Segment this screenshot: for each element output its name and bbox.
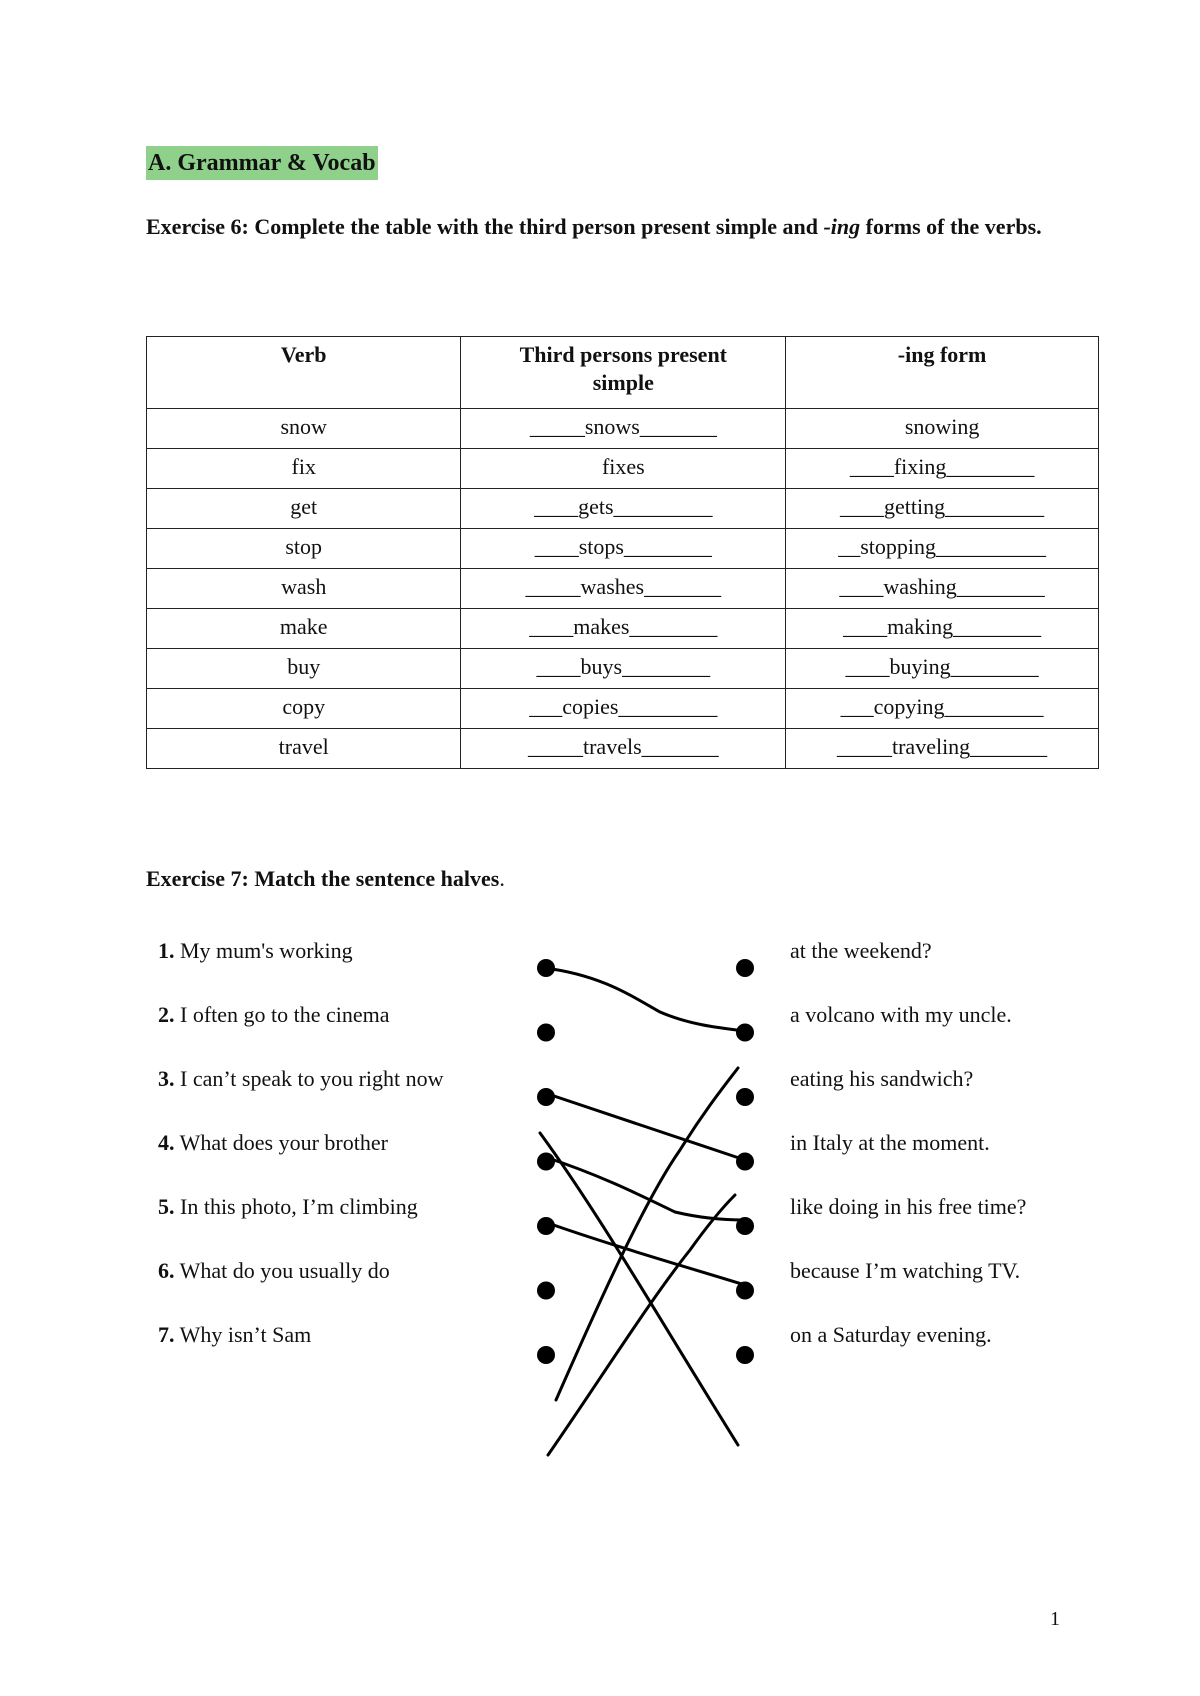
sentence-ending-item: because I’m watching TV.: [790, 1258, 1021, 1283]
exercise-6-title-prefix: Exercise 6: Complete the table with the third person present simple and: [146, 214, 824, 239]
cell-ing-form: __stopping__________: [786, 529, 1099, 569]
cell-third-person: _____travels_______: [461, 729, 786, 769]
cell-verb: get: [147, 489, 461, 529]
cell-third-person: ____stops________: [461, 529, 786, 569]
exercise-7-title-end: .: [499, 866, 505, 891]
sentence-ending-item: eating his sandwich?: [790, 1066, 974, 1091]
page-number: 1: [1050, 1608, 1060, 1630]
cell-third-person: fixes: [461, 449, 786, 489]
cell-verb: travel: [147, 729, 461, 769]
sentence-ending-item: in Italy at the moment.: [790, 1130, 990, 1155]
exercise-6-title-italic: -ing: [823, 214, 861, 239]
header-verb: Verb: [147, 337, 461, 409]
sentence-ending-item: a volcano with my uncle.: [790, 1002, 1012, 1027]
item-text: Why isn’t Sam: [174, 1322, 312, 1347]
cell-ing-form: ____buying________: [786, 649, 1099, 689]
cell-third-person: _____washes_______: [461, 569, 786, 609]
right-match-dot: [736, 1024, 754, 1042]
header-third-person: Third persons present simple: [461, 337, 786, 409]
cell-verb: wash: [147, 569, 461, 609]
cell-verb: stop: [147, 529, 461, 569]
item-number: 2.: [158, 1002, 175, 1027]
cell-ing-form: ___copying_________: [786, 689, 1099, 729]
sentence-ending-item: at the weekend?: [790, 938, 932, 963]
cell-verb: buy: [147, 649, 461, 689]
cell-third-person: ___copies_________: [461, 689, 786, 729]
cell-verb: fix: [147, 449, 461, 489]
cell-third-person: ____makes________: [461, 609, 786, 649]
match-line: [540, 1133, 738, 1445]
right-match-dot: [736, 959, 754, 977]
item-number: 1.: [158, 938, 175, 963]
item-text: My mum's working: [174, 938, 353, 963]
cell-ing-form: _____traveling_______: [786, 729, 1099, 769]
left-match-dot: [537, 1153, 555, 1171]
exercise-7-title: Exercise 7: Match the sentence halves: [146, 866, 500, 891]
cell-third-person: ____gets_________: [461, 489, 786, 529]
section-title: A. Grammar & Vocab: [146, 146, 378, 180]
left-match-dot: [537, 1282, 555, 1300]
item-text: In this photo, I’m climbing: [174, 1194, 418, 1219]
cell-third-person: ____buys________: [461, 649, 786, 689]
cell-third-person: _____snows_______: [461, 409, 786, 449]
item-number: 5.: [158, 1194, 175, 1219]
cell-ing-form: snowing: [786, 409, 1099, 449]
left-match-dot: [537, 1346, 555, 1364]
match-line: [545, 968, 745, 1031]
item-number: 7.: [158, 1322, 175, 1347]
cell-ing-form: ____making________: [786, 609, 1099, 649]
cell-ing-form: ____getting_________: [786, 489, 1099, 529]
sentence-ending-item: on a Saturday evening.: [790, 1322, 992, 1347]
item-text: I can’t speak to you right now: [174, 1066, 444, 1091]
item-number: 3.: [158, 1066, 175, 1091]
cell-verb: snow: [147, 409, 461, 449]
item-number: 4.: [158, 1130, 175, 1155]
item-text: What does your brother: [174, 1130, 388, 1155]
right-match-dot: [736, 1346, 754, 1364]
cell-ing-form: ____fixing________: [786, 449, 1099, 489]
item-text: What do you usually do: [174, 1258, 390, 1283]
item-text: I often go to the cinema: [174, 1002, 390, 1027]
match-line: [545, 1093, 745, 1160]
sentence-ending-item: like doing in his free time?: [790, 1194, 1027, 1219]
cell-ing-form: ____washing________: [786, 569, 1099, 609]
header-ing-form: -ing form: [786, 337, 1099, 409]
item-number: 6.: [158, 1258, 175, 1283]
exercise-6-title-suffix: forms of the verbs.: [860, 214, 1042, 239]
match-line: [545, 1222, 745, 1285]
cell-verb: copy: [147, 689, 461, 729]
left-match-dot: [537, 1024, 555, 1042]
cell-verb: make: [147, 609, 461, 649]
right-match-dot: [736, 1088, 754, 1106]
